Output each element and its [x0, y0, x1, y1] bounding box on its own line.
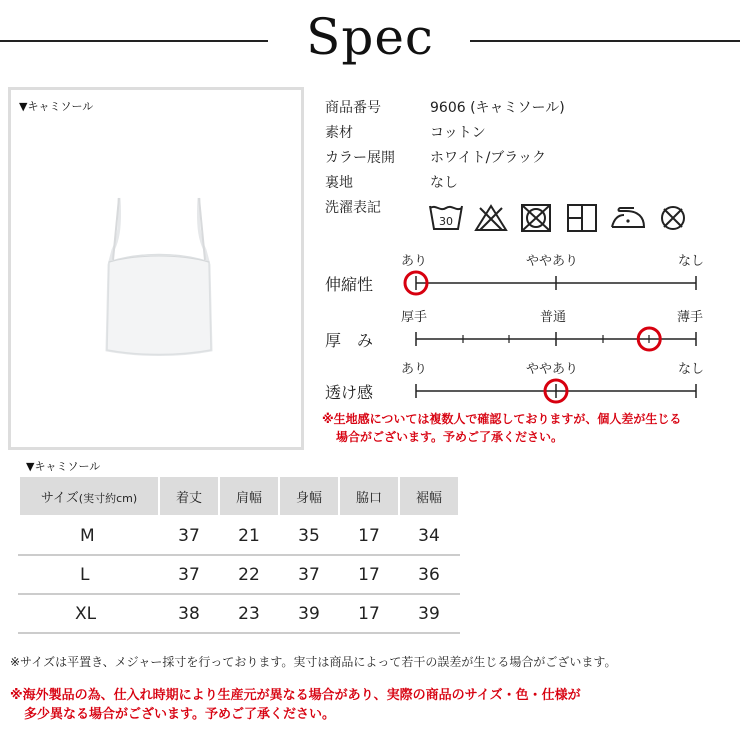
stretch-right-label: なし — [678, 254, 705, 269]
value-cell: 36 — [399, 555, 459, 594]
size-cell: XL — [19, 594, 159, 633]
size-cell: L — [19, 555, 159, 594]
camisole-image — [79, 190, 239, 370]
photo-label: ▼キャミソール — [19, 100, 94, 113]
table-row — [19, 516, 459, 555]
stretch-left-label: あり — [401, 254, 428, 269]
line-dry-shade-icon — [566, 203, 598, 233]
overseas-note-line-2: 多少異なる場合がございます。予めご了承ください。 — [24, 707, 335, 722]
size-cell: M — [19, 516, 159, 555]
value-cell: 35 — [279, 516, 339, 555]
value-cell: 39 — [399, 594, 459, 633]
overseas-note-line-1: ※海外製品の為、仕入れ時期により生産元が異なる場合があり、実際の商品のサイズ・色・仕様が — [10, 688, 581, 703]
wash-30-icon — [428, 202, 464, 232]
spec-label-care: 洗濯表記 — [325, 200, 381, 216]
value-cell: 17 — [339, 594, 399, 633]
value-cell: 37 — [279, 555, 339, 594]
column-header: 裾幅 — [399, 476, 459, 516]
size-table-header — [19, 476, 459, 516]
spec-label-material: 素材 — [325, 125, 353, 141]
iron-low-icon — [608, 205, 648, 231]
spec-label-item-number: 商品番号 — [325, 100, 381, 116]
column-header: 着丈 — [159, 476, 219, 516]
value-cell: 21 — [219, 516, 279, 555]
size-header-sub: (実寸約cm) — [78, 491, 138, 505]
size-header-main: サイズ — [40, 490, 79, 506]
sheer-right-label: なし — [678, 362, 705, 377]
table-label: ▼キャミソール — [26, 460, 101, 473]
value-cell: 17 — [339, 516, 399, 555]
value-cell: 37 — [159, 555, 219, 594]
column-header: 脇口 — [339, 476, 399, 516]
spec-value-colors: ホワイト/ブラック — [430, 150, 547, 166]
value-cell: 34 — [399, 516, 459, 555]
value-cell: 22 — [219, 555, 279, 594]
value-cell: 39 — [279, 594, 339, 633]
spec-value-lining: なし — [430, 175, 458, 191]
stretch-scale — [400, 268, 710, 298]
column-header: 肩幅 — [219, 476, 279, 516]
stretch-mid-label: ややあり — [526, 254, 579, 269]
spec-label-lining: 裏地 — [325, 175, 353, 191]
value-cell: 38 — [159, 594, 219, 633]
spec-value-item-number: 9606 (キャミソール) — [430, 100, 565, 116]
title-rule-right — [470, 40, 740, 42]
thickness-right-label: 薄手 — [677, 310, 704, 325]
size-table — [18, 475, 460, 634]
no-bleach-icon — [474, 204, 508, 232]
page-title: Spec — [306, 8, 434, 66]
column-header: 身幅 — [279, 476, 339, 516]
thickness-left-label: 厚手 — [401, 310, 428, 325]
title-rule-left — [0, 40, 268, 42]
sheer-scale — [400, 376, 710, 406]
value-cell: 23 — [219, 594, 279, 633]
thickness-mid-label: 普通 — [540, 310, 567, 325]
sheer-left-label: あり — [401, 362, 428, 377]
fabric-note-line-2: 場合がございます。予めご了承ください。 — [336, 430, 564, 444]
size-header-cell — [19, 476, 159, 516]
no-tumble-dry-icon — [520, 203, 552, 233]
thickness-scale-name: 厚 み — [325, 331, 374, 350]
no-dry-clean-icon — [658, 204, 688, 232]
sheer-mid-label: ややあり — [526, 362, 579, 377]
spec-value-material: コットン — [430, 125, 486, 141]
product-photo-frame — [8, 87, 304, 450]
stretch-scale-name: 伸縮性 — [325, 275, 374, 294]
spec-label-colors: カラー展開 — [325, 150, 395, 166]
table-row — [19, 555, 459, 594]
value-cell: 17 — [339, 555, 399, 594]
measurement-note: ※サイズは平置き、メジャー採寸を行っております。実寸は商品によって若干の誤差が生じる場合がございます。 — [10, 655, 617, 669]
fabric-note-line-1: ※生地感については複数人で確認しておりますが、個人差が生じる — [322, 412, 682, 426]
wash-temp-text: 30 — [439, 215, 453, 228]
value-cell: 37 — [159, 516, 219, 555]
thickness-scale — [400, 324, 710, 354]
sheer-scale-name: 透け感 — [325, 383, 374, 402]
table-row — [19, 594, 459, 633]
